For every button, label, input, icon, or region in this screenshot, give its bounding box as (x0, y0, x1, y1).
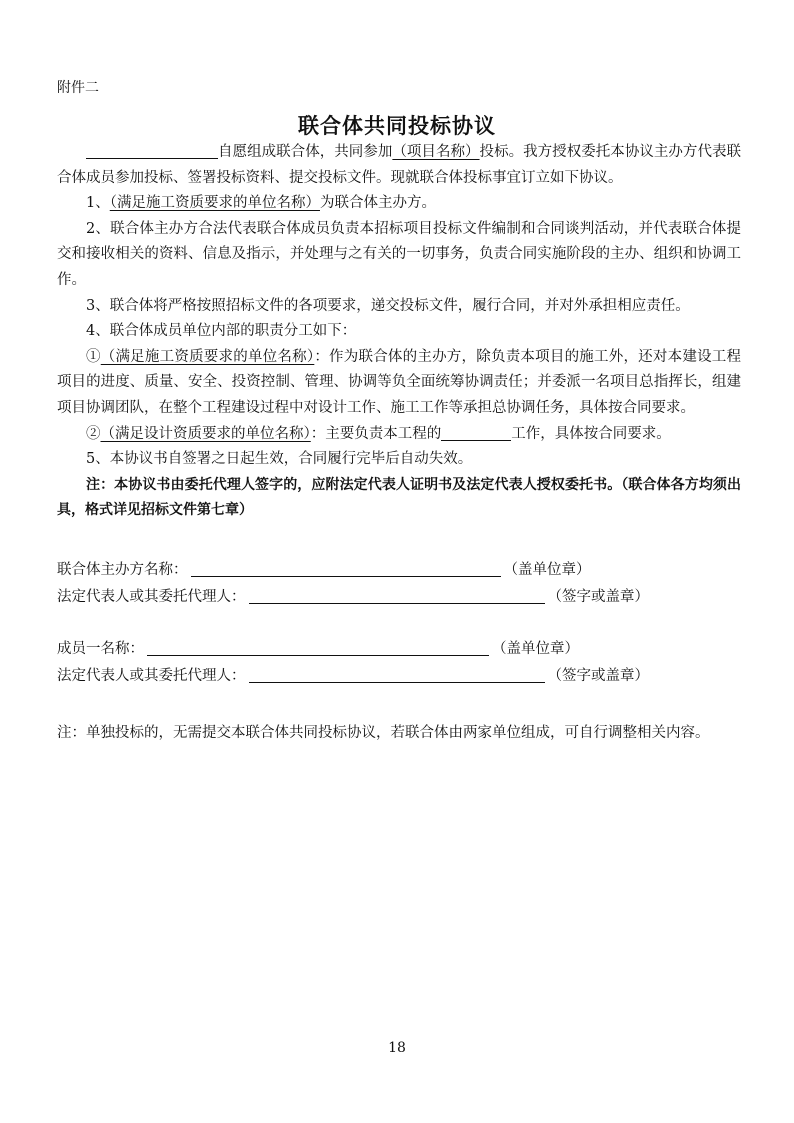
document-title: 联合体共同投标协议 (298, 114, 496, 138)
clause-3: 3、联合体将严格按照招标文件的各项要求，递交投标文件，履行合同，并对外承担相应责任。 (86, 297, 690, 314)
member-party-row: 成员一名称： （盖单位章） (57, 641, 579, 657)
lead-party-row: 联合体主办方名称： （盖单位章） (57, 562, 591, 578)
lead-rep-signature-field[interactable] (249, 587, 545, 604)
lead-unit-placeholder: （满足施工资质要求的单位名称） (109, 195, 320, 212)
blank-line (86, 142, 218, 159)
duty-2: ②（满足设计资质要求的单位名称）：主要负责本工程的 工作，具体按合同要求。 (86, 425, 671, 442)
duty-1: ①（满足施工资质要求的单位名称）：作为联合体的主办方，除负责本项目的施工外，还对本建设工程项目的进度、质量、安全、投资控制、管理、协调等负全面统筹协调责任；并委派一名项目总指挥长，组建项目协调团队，在整个工程建设过程中对设计工作、施工工作等承担总协调任务，具体按合同要求。 (57, 348, 742, 416)
member-party-name-field[interactable] (147, 639, 489, 656)
clause-4: 4、联合体成员单位内部的职责分工如下： (86, 323, 357, 340)
member-rep-signature-field[interactable] (249, 666, 545, 683)
blank-line (441, 424, 511, 441)
clause-2: 2、联合体主办方合法代表联合体成员负责本招标项目投标文件编制和合同谈判活动，并代表联合体提交和接收相关的资料、信息及指示，并处理与之有关的一切事务，负责合同实施阶段的主办、组织和协调工作。 (57, 220, 741, 288)
clause-5: 5、本协议书自签署之日起生效，合同履行完毕后自动失效。 (86, 451, 473, 468)
construction-unit-placeholder: （满足施工资质要求的单位名称） (100, 348, 315, 365)
project-name-placeholder: （项目名称） (392, 144, 480, 160)
design-unit-placeholder: （满足设计资质要求的单位名称） (100, 425, 311, 442)
lead-party-name-field[interactable] (191, 560, 501, 577)
intro-paragraph: 自愿组成联合体，共同参加（项目名称）投标。我方授权委托本协议主办方代表联合体成员参加投标、签署投标资料、提交投标文件。现就联合体投标事宜订立如下协议。 (57, 144, 742, 186)
member-rep-row: 法定代表人或其委托代理人： （签字或盖章） (57, 668, 649, 684)
agreement-body (57, 140, 741, 524)
clause-1: 1、（满足施工资质要求的单位名称）为联合体主办方。 (86, 195, 436, 212)
attachment-label: 附件二 (57, 80, 99, 96)
signature-note: 注：本协议书由委托代理人签字的，应附法定代表人证明书及法定代表人授权委托书。（联合体各方均须出具，格式详见招标文件第七章） (57, 476, 741, 519)
footnote: 注：单独投标的，无需提交本联合体共同投标协议，若联合体由两家单位组成，可自行调整相关内容。 (57, 725, 710, 741)
lead-rep-row: 法定代表人或其委托代理人： （签字或盖章） (57, 589, 649, 605)
page-number: 18 (388, 1040, 406, 1056)
